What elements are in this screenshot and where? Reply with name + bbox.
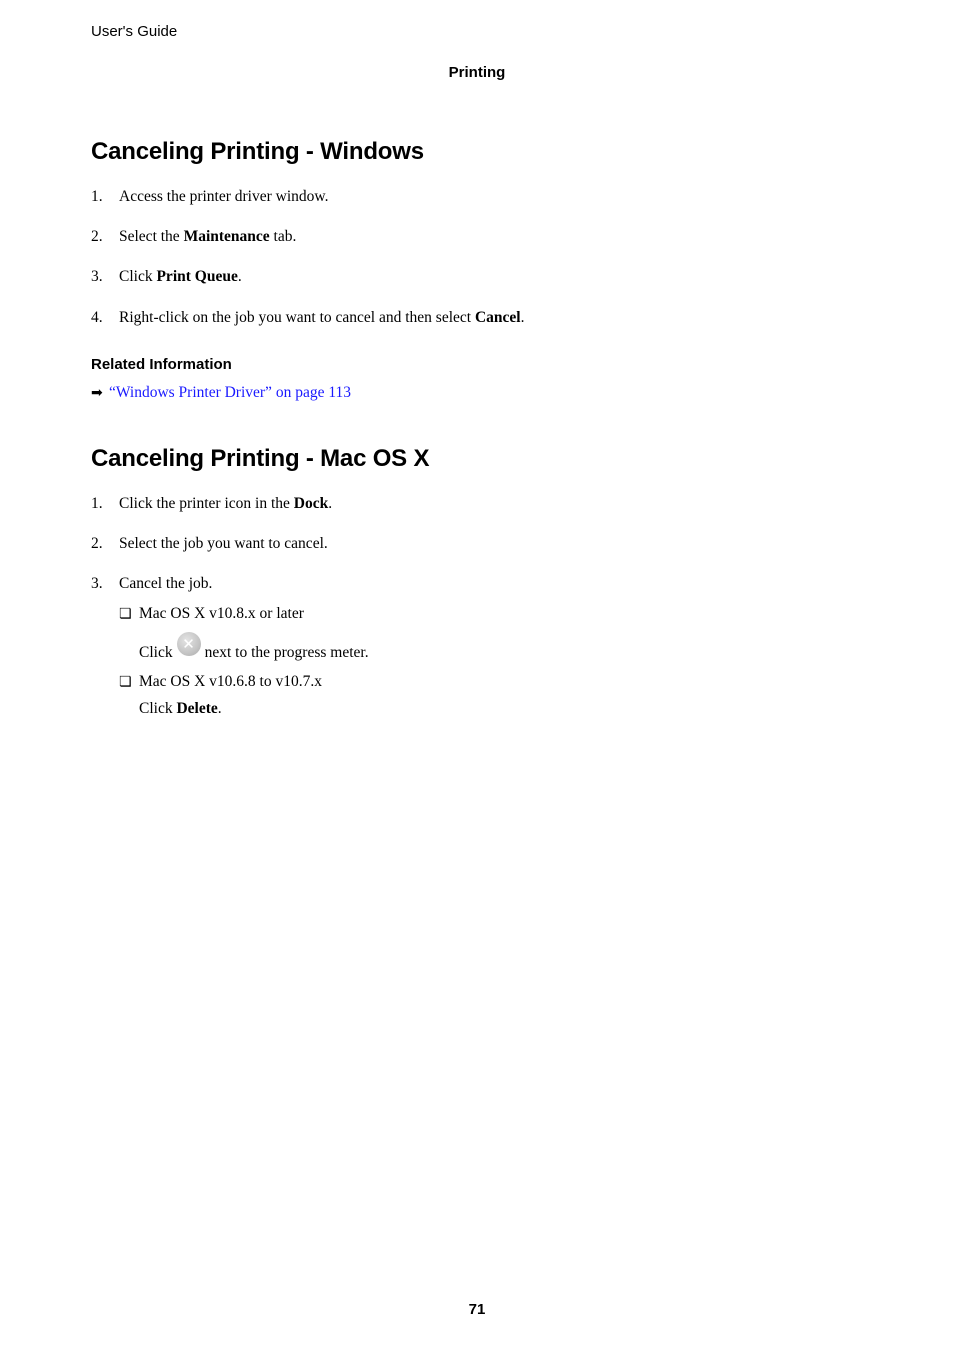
mac-option-2-instruction [139,699,222,719]
mac-step-3 [91,574,212,594]
step-text-end: . [328,495,333,512]
step-text: Access the printer driver window. [119,188,329,205]
windows-step-3 [91,267,242,287]
mac-step-2 [91,534,328,554]
step-text-bold: Dock [293,495,329,512]
step-number: 1. [91,188,103,205]
instruction-text-bold: Delete [176,700,218,717]
instruction-text-end: next to the progress meter. [204,644,369,661]
step-text-bold: Cancel [474,309,521,326]
running-header-guide: User's Guide [91,23,178,40]
step-text: Select the [119,228,184,245]
step-text: Select the job you want to cancel. [119,535,328,552]
option-label: Mac OS X v10.6.8 to v10.7.x [139,673,322,690]
option-label: Mac OS X v10.8.x or later [139,605,304,622]
mac-option-2 [119,672,322,692]
step-text-bold: Maintenance [183,228,270,245]
section-title-mac: Canceling Printing - Mac OS X [91,445,430,472]
checkbox-bullet-icon: ❏ [119,606,132,622]
step-number: 2. [91,228,103,245]
step-text-end: . [520,309,525,326]
windows-printer-driver-link[interactable]: “Windows Printer Driver” on page 113 [109,384,351,401]
windows-step-1 [91,187,328,207]
step-text: Click the printer icon in the [119,495,294,512]
step-text-end: . [237,268,242,285]
instruction-text: Click [139,700,177,717]
related-information-item [91,383,351,403]
checkbox-bullet-icon: ❏ [119,674,132,690]
arrow-right-icon: ➡ [91,385,103,401]
step-text: Click [119,268,157,285]
instruction-text: Click [139,644,173,661]
windows-step-4 [91,308,524,328]
step-number: 4. [91,309,103,326]
running-header-section: Printing [448,64,506,81]
related-information-title: Related Information [91,356,232,373]
step-number: 2. [91,535,103,552]
windows-step-2 [91,227,296,247]
step-number: 3. [91,268,103,285]
mac-option-1 [119,604,304,624]
instruction-text-end: . [217,700,222,717]
mac-step-1 [91,494,332,514]
mac-option-1-instruction [139,635,369,666]
step-number: 1. [91,495,103,512]
step-text-end: tab. [269,228,297,245]
step-text: Right-click on the job you want to cancel and then select [119,309,475,326]
step-text: Cancel the job. [119,575,213,592]
page-number: 71 [468,1301,486,1318]
section-title-windows: Canceling Printing - Windows [91,138,424,165]
step-number: 3. [91,575,103,592]
cancel-circle-icon: ✕ [177,632,201,656]
step-text-bold: Print Queue [156,268,238,285]
